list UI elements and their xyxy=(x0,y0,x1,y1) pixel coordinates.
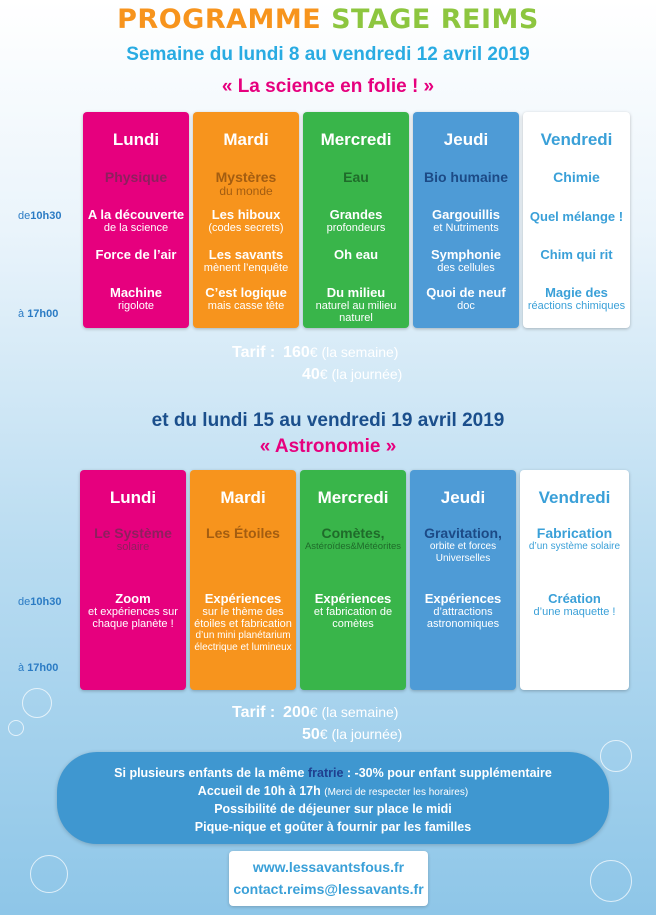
info-sibling-discount: Si plusieurs enfants de la même fratrie : -30% pour enfant supplémentaire xyxy=(114,766,552,780)
week1-col-lundi xyxy=(83,112,189,328)
week2-col-lundi xyxy=(80,470,186,690)
week1-col-mardi xyxy=(193,112,299,328)
day-label: Mercredi xyxy=(317,488,389,507)
week1-col-mercredi xyxy=(303,112,409,328)
activity-3: C’est logique mais casse tête xyxy=(205,285,287,312)
page-title xyxy=(0,4,656,35)
day-label: Mardi xyxy=(220,488,266,507)
decorative-bubble xyxy=(30,855,68,893)
week2-dates: et du lundi 15 au vendredi 19 avril 2019 xyxy=(151,410,505,431)
week1-price-day: 40€ (la journée) xyxy=(302,366,403,383)
title-stage-reims: STAGE REIMS xyxy=(331,4,539,35)
week2-price-day: 50€ (la journée) xyxy=(302,726,403,743)
activity-1: A la découverte de la science xyxy=(87,207,185,234)
activity-1: Les hiboux (codes secrets) xyxy=(208,207,284,234)
week1-time-end: à 17h00 xyxy=(18,308,59,320)
week1-dates: Semaine du lundi 8 au vendredi 12 avril 2019 xyxy=(126,44,530,65)
subject: Gravitation, orbite et forces Universelles xyxy=(424,525,502,564)
activity-1: Expériences et fabrication de comètes xyxy=(313,591,393,630)
activity-3: Du milieu naturel au milieu naturel xyxy=(315,285,397,324)
week1-price-week: Tarif : 160€ (la semaine) xyxy=(232,344,399,361)
week2-price-week: Tarif : 200€ (la semaine) xyxy=(232,704,399,721)
activity-2: Force de l’air xyxy=(95,247,177,262)
email-link[interactable]: contact.reims@lessavants.fr xyxy=(233,881,424,897)
contact-box xyxy=(229,851,428,906)
activity-1: Grandes profondeurs xyxy=(326,207,386,234)
week2-col-mercredi xyxy=(300,470,406,690)
day-label: Jeudi xyxy=(443,130,489,149)
info-box xyxy=(57,752,609,844)
week1-col-jeudi xyxy=(413,112,519,328)
day-label: Mardi xyxy=(223,130,269,149)
week2-col-mardi xyxy=(190,470,296,690)
week2-theme: « Astronomie » xyxy=(259,436,397,457)
day-label: Lundi xyxy=(109,488,157,507)
activity-1: Expériences d’attractions astronomiques xyxy=(424,591,502,630)
day-label: Lundi xyxy=(112,130,160,149)
day-label: Jeudi xyxy=(440,488,486,507)
week2-col-jeudi xyxy=(410,470,516,690)
subject: Mystères du monde xyxy=(215,169,277,198)
day-label: Mercredi xyxy=(320,130,392,149)
activity-3: Quoi de neuf doc xyxy=(426,285,506,312)
day-label: Vendredi xyxy=(538,488,611,507)
decorative-bubble xyxy=(590,860,632,902)
decorative-bubble xyxy=(8,720,24,736)
week1-time-start: de10h30 xyxy=(18,210,62,222)
activity-2: Chim qui rit xyxy=(540,247,613,262)
subject: Le Système solaire xyxy=(94,525,172,553)
activity-3: Magie des réactions chimiques xyxy=(527,285,626,312)
week2-time-end: à 17h00 xyxy=(18,662,59,674)
subject: Bio humaine xyxy=(423,169,508,185)
title-programme: PROGRAMME xyxy=(117,4,322,35)
activity-2: Oh eau xyxy=(333,247,379,262)
info-picnic: Pique-nique et goûter à fournir par les familles xyxy=(194,820,472,834)
day-label: Vendredi xyxy=(540,130,613,149)
decorative-bubble xyxy=(22,688,52,718)
activity-3: Machine rigolote xyxy=(109,285,162,312)
subject: Chimie xyxy=(553,169,600,185)
week2-col-vendredi xyxy=(520,470,629,690)
activity-2: Les savants mènent l’enquête xyxy=(203,247,289,274)
activity-1: Zoom et expériences sur chaque planète ! xyxy=(88,591,178,630)
info-lunch: Possibilité de déjeuner sur place le midi xyxy=(214,802,452,816)
info-hours: Accueil de 10h à 17h (Merci de respecter les horaires) xyxy=(197,784,469,798)
activity-1: Création d’une maquette ! xyxy=(533,591,616,618)
activity-1: Expériences sur le thème des étoiles et fabrication d’un mini planétarium électrique et lumineux xyxy=(194,591,292,653)
week1-col-vendredi xyxy=(523,112,630,328)
subject: Les Étoiles xyxy=(206,525,280,541)
activity-1: Quel mélange ! xyxy=(529,209,624,224)
subject: Eau xyxy=(343,169,369,185)
activity-2: Symphonie des cellules xyxy=(430,247,502,274)
week2-time-start: de10h30 xyxy=(18,596,62,608)
subject: Comètes, Astéroïdes&Météorites xyxy=(304,525,402,552)
website-link[interactable]: www.lessavantsfous.fr xyxy=(252,859,405,875)
subject: Physique xyxy=(104,169,168,185)
week1-theme: « La science en folie ! » xyxy=(221,76,435,97)
subject: Fabrication d’un système solaire xyxy=(528,525,621,552)
activity-1: Gargouillis et Nutriments xyxy=(432,207,500,234)
